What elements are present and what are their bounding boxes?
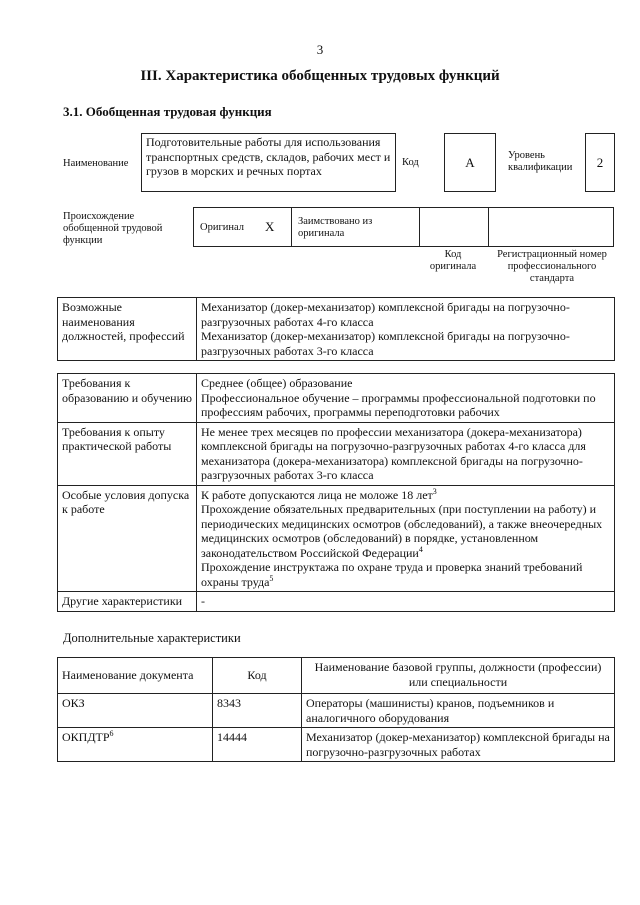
requirement-label: Особые условия допуска к работе	[58, 485, 197, 592]
doc-name: ОКЗ	[62, 696, 85, 710]
requirement-row-experience	[58, 422, 615, 485]
requirement-text: Прохождение обязательных предварительных (при поступлении на работу) и периодических медицинских осмотров (обследований), а также внеочередных медицинских осмотров (обследований) в порядке, установленном законодательством Российской Федерации	[201, 502, 603, 560]
name-cell: Операторы (машинисты) кранов, подъемников и аналогичного оборудования	[302, 694, 615, 728]
requirement-line: Профессиональное обучение – программы профессиональной подготовки по профессиям рабочих, программы переподготовки рабочих	[201, 390, 596, 419]
requirement-label: Другие характеристики	[58, 592, 197, 612]
level-value-box	[585, 133, 615, 192]
requirement-line: Среднее (общее) образование	[201, 376, 353, 390]
requirement-values	[197, 485, 615, 592]
header-cell: Наименование документа	[58, 658, 213, 694]
table-row	[58, 694, 615, 728]
origin-table	[193, 207, 614, 247]
reg-number-caption: Регистрационный номер профессионального стандарта	[497, 249, 607, 284]
subsection-title: 3.1. Обобщенная трудовая функция	[63, 104, 272, 119]
additional-table	[57, 657, 615, 762]
doc-name: ОКПДТР	[62, 730, 110, 744]
requirement-values	[197, 422, 615, 485]
code-value-box	[444, 133, 496, 192]
positions-label: Возможные наименования должностей, профессий	[58, 298, 197, 361]
header-cell: Код	[213, 658, 302, 694]
original-mark: X	[265, 219, 275, 234]
requirement-values	[197, 374, 615, 423]
origin-label: Происхождение обобщенной трудовой функции	[63, 211, 163, 246]
position-line: Механизатор (докер-механизатор) комплексной бригады на погрузочно-разгрузочных работах 4-го класса	[201, 300, 570, 329]
name-cell: Механизатор (докер-механизатор) комплексной бригады на погрузочно-разгрузочных работах	[302, 728, 615, 762]
section-title: III. Характеристика обобщенных трудовых функций	[140, 68, 500, 84]
requirement-row-other	[58, 592, 615, 612]
requirement-label: Требования к образованию и обучению	[58, 374, 197, 423]
requirement-line: -	[201, 594, 205, 608]
level-value: 2	[596, 154, 604, 170]
requirements-table	[57, 373, 615, 612]
name-label: Наименование	[63, 158, 129, 169]
requirement-row-special-conditions	[58, 485, 615, 592]
requirement-text: Прохождение инструктажа по охране труда и проверка знаний требований охраны труда	[201, 560, 583, 589]
level-label: Уровень квалификации	[508, 150, 573, 173]
page-number: 3	[316, 42, 324, 57]
requirement-values	[197, 592, 615, 612]
additional-title: Дополнительные характеристики	[63, 631, 241, 645]
header-cell: Наименование базовой группы, должности (профессии) или специальности	[302, 658, 615, 694]
requirement-line	[201, 560, 610, 589]
requirement-label: Требования к опыту практической работы	[58, 422, 197, 485]
doc-cell	[58, 728, 213, 762]
origin-divider-1	[291, 208, 292, 246]
footnote-mark: 3	[432, 486, 437, 496]
origin-divider-3	[488, 208, 489, 246]
requirement-text: К работе допускаются лица не моложе 18 лет	[201, 487, 433, 502]
borrowed-label: Заимствовано из оригинала	[298, 216, 373, 239]
additional-header-row	[58, 658, 615, 694]
positions-table	[57, 297, 615, 361]
name-value-box	[141, 133, 396, 192]
requirement-line: Не менее трех месяцев по профессии механизатора (докера-механизатора) комплексной бригады на погрузочно-разгрузочных работах 4-го класса для механизатора (докера-механизатора) комплексной бригады на погрузочно-разгрузочных работах 3-го класса	[201, 424, 586, 482]
requirement-line	[201, 502, 610, 560]
origin-divider-2	[419, 208, 420, 246]
positions-row	[58, 298, 615, 361]
code-label: Код	[402, 157, 419, 168]
code-original-caption: Код оригинала	[429, 249, 477, 272]
original-label: Оригинал	[200, 222, 244, 233]
requirement-row-education	[58, 374, 615, 423]
position-line: Механизатор (докер-механизатор) комплексной бригады на погрузочно-разгрузочных работах 3-го класса	[201, 329, 570, 358]
positions-values	[197, 298, 615, 361]
footnote-mark: 6	[109, 729, 114, 738]
table-row	[58, 728, 615, 762]
code-cell: 8343	[213, 694, 302, 728]
doc-cell	[58, 694, 213, 728]
code-cell: 14444	[213, 728, 302, 762]
code-value: А	[465, 154, 475, 170]
footnote-mark: 4	[418, 544, 423, 554]
requirement-line	[201, 488, 610, 503]
name-value: Подготовительные работы для использования транспортных средств, складов, рабочих мест и грузов в морских и речных портах	[146, 135, 391, 178]
footnote-mark: 5	[269, 573, 274, 583]
